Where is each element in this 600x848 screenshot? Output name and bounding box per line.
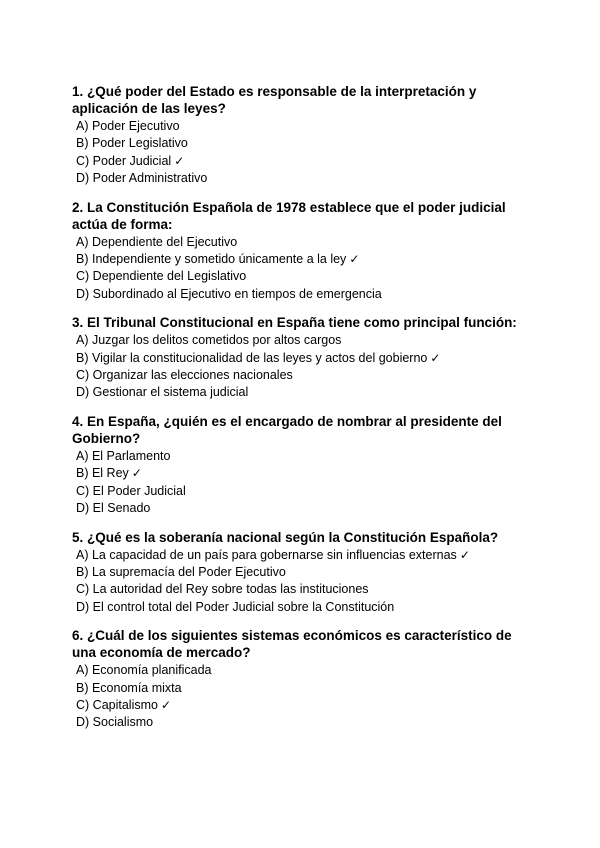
answer-option <box>76 564 532 581</box>
option-label: B) Economía mixta <box>76 680 182 695</box>
option-label: B) Independiente y sometido únicamente a la ley <box>76 252 347 267</box>
answer-option <box>76 581 532 598</box>
question-block <box>72 529 532 617</box>
option-label: D) Gestionar el sistema judicial <box>76 385 249 400</box>
answer-option <box>76 170 532 187</box>
option-label: B) Poder Legislativo <box>76 136 188 151</box>
answer-options <box>72 118 532 188</box>
answer-option <box>76 448 532 465</box>
answer-options <box>72 662 532 732</box>
question-block <box>72 314 532 402</box>
question-text: 5. ¿Qué es la soberanía nacional según la Constitución Española? <box>72 529 499 545</box>
answer-option-correct <box>76 465 532 482</box>
option-label: B) El Rey <box>76 466 129 481</box>
option-label: B) La supremacía del Poder Ejecutivo <box>76 564 286 579</box>
option-label: D) El control total del Poder Judicial sobre la Constitución <box>76 599 395 614</box>
answer-option-correct <box>76 547 532 564</box>
option-label: C) Organizar las elecciones nacionales <box>76 368 293 383</box>
option-label: C) Poder Judicial <box>76 153 172 168</box>
answer-option <box>76 662 532 679</box>
answer-options <box>72 234 532 304</box>
option-label: A) La capacidad de un país para gobernarse sin influencias externas <box>76 547 457 562</box>
question-block <box>72 199 532 304</box>
check-mark-icon: ✓ <box>160 697 172 712</box>
answer-option <box>76 500 532 517</box>
quiz-document <box>72 83 532 743</box>
question-text: 6. ¿Cuál de los siguientes sistemas económicos es característico de una economía de mercado? <box>72 628 512 661</box>
check-mark-icon: ✓ <box>349 252 360 267</box>
answer-options <box>72 448 532 518</box>
option-label: A) Poder Ejecutivo <box>76 119 180 133</box>
question-block <box>72 627 532 732</box>
question-text: 1. ¿Qué poder del Estado es responsable de la interpretación y aplicación de las leyes? <box>72 84 477 116</box>
option-label: D) Socialismo <box>76 715 154 730</box>
option-label: D) Subordinado al Ejecutivo en tiempos de emergencia <box>76 286 382 301</box>
answer-option <box>76 332 532 349</box>
answer-option <box>76 384 532 401</box>
answer-option <box>76 234 532 251</box>
answer-options <box>72 547 532 617</box>
option-label: B) Vigilar la constitucionalidad de las leyes y actos del gobierno <box>76 350 428 365</box>
check-mark-icon: ✓ <box>131 466 142 481</box>
question-text: 2. La Constitución Española de 1978 establece que el poder judicial actúa de forma: <box>72 199 506 232</box>
check-mark-icon: ✓ <box>459 547 470 562</box>
option-label: C) La autoridad del Rey sobre todas las instituciones <box>76 582 369 597</box>
question-text: 3. El Tribunal Constitucional en España tiene como principal función: <box>72 315 517 331</box>
option-label: A) El Parlamento <box>76 448 171 463</box>
option-label: A) Economía planificada <box>76 663 212 678</box>
option-label: D) El Senado <box>76 501 151 516</box>
answer-option <box>76 135 532 152</box>
answer-option <box>76 714 532 731</box>
answer-option <box>76 268 532 285</box>
option-label: A) Dependiente del Ejecutivo <box>76 234 238 249</box>
option-label: C) El Poder Judicial <box>76 483 186 498</box>
answer-option-correct <box>76 251 532 268</box>
check-mark-icon: ✓ <box>174 153 185 168</box>
answer-option-correct <box>76 350 532 367</box>
answer-option <box>76 483 532 500</box>
check-mark-icon: ✓ <box>430 350 441 365</box>
question-text: 4. En España, ¿quién es el encargado de nombrar al presidente del Gobierno? <box>72 413 502 446</box>
answer-option <box>76 118 532 135</box>
answer-option <box>76 599 532 616</box>
option-label: D) Poder Administrativo <box>76 171 208 186</box>
answer-option-correct <box>76 697 532 714</box>
option-label: C) Capitalismo <box>76 697 158 712</box>
answer-option <box>76 367 532 384</box>
answer-options <box>72 332 532 402</box>
option-label: A) Juzgar los delitos cometidos por altos cargos <box>76 333 342 348</box>
question-block <box>72 413 532 518</box>
answer-option <box>76 286 532 303</box>
question-block <box>72 83 532 188</box>
option-label: C) Dependiente del Legislativo <box>76 269 247 284</box>
answer-option-correct <box>76 153 532 170</box>
answer-option <box>76 680 532 697</box>
